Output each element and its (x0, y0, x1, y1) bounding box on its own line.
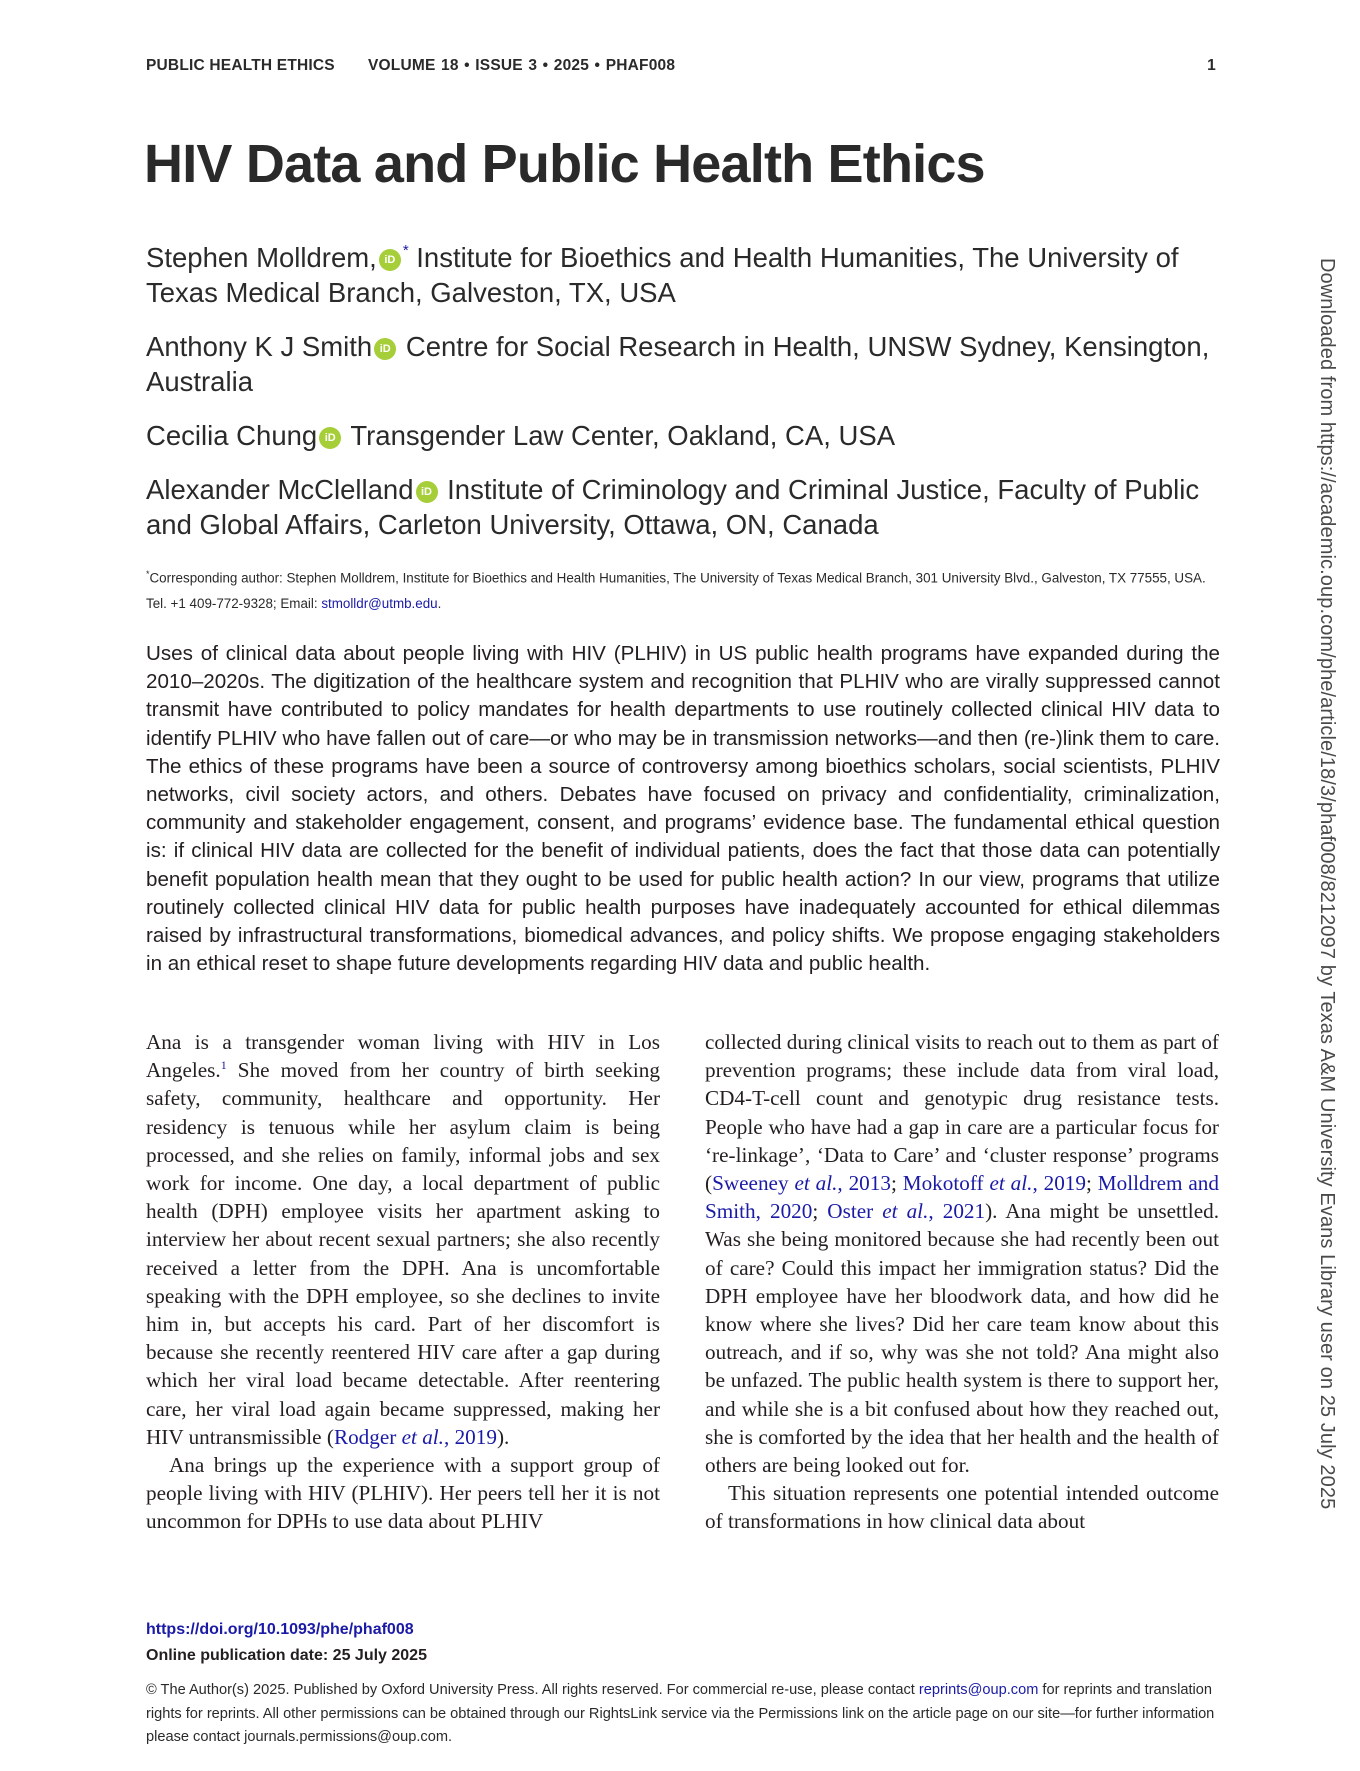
citation-year: , 2021 (928, 1199, 986, 1224)
online-publication-date: Online publication date: 25 July 2025 (146, 1647, 427, 1664)
citation-author: Mokotoff (902, 1171, 990, 1196)
copyright-notice (146, 1679, 1226, 1750)
corresponding-author-note (146, 561, 1216, 617)
running-header (146, 57, 1216, 81)
citation-separator: ; (812, 1199, 828, 1224)
author-affiliation: Institute for Bioethics and Health Humanities, The University of Texas Medical Branch, Galveston, TX, USA (146, 242, 1179, 308)
issue-meta: VOLUME 18 • ISSUE 3 • 2025 • PHAF008 (368, 57, 676, 74)
citation-year: , 2019 (443, 1424, 497, 1449)
author-entry (146, 329, 1226, 399)
doi-block (146, 1617, 427, 1669)
text-run: collected during clinical visits to reach out to them as part of prevention programs; these include data from viral load, CD4-T-cell count and genotypic drug resistance tests. People who have had a gap in care are a particular focus for ‘re-linkage’, ‘Data to Care’ and ‘cluster response’ programs ( (705, 1030, 1219, 1196)
citation-link[interactable]: Molldrem and Smith, 2020 (705, 1171, 1219, 1224)
body-paragraph: This situation represents one potential intended outcome of transformations in how clinical data about (705, 1481, 1219, 1534)
citation-author: Sweeney (712, 1171, 795, 1196)
citation-etal: et al. (794, 1171, 838, 1196)
citation-author: Rodger (333, 1424, 402, 1449)
body-paragraph (146, 1028, 660, 1451)
download-watermark: Downloaded from https://academic.oup.com/phe/article/18/3/phaf008/8212097 by Texas A&M University Evans Library user on 25 July 2025 (1316, 258, 1338, 1510)
author-entry (146, 472, 1226, 542)
body-column-right (705, 1028, 1219, 1536)
corresponding-marker[interactable]: * (402, 242, 409, 259)
text-run: She moved from her country of birth seeking safety, community, healthcare and opportunity. Her residency is tenuous while her asylum claim is being processed, and she relies on family, informal jobs and sex work for income. One day, a local department of public health (DPH) employee visits her apartment asking to interview her about recent sexual partners; she also recently received a letter from the DPH. Ana is uncomfortable speaking with the DPH employee, so she declines to invite him in, but accepts his card. Part of her discomfort is because she recently reentered HIV care after a gap during which her viral load became detectable. After reentering care, her viral load again became suppressed, making her HIV untransmissible ( (146, 1058, 660, 1449)
citation-link[interactable] (334, 1425, 497, 1449)
citation-year: , 2019 (1032, 1171, 1086, 1196)
corresponding-note-marker: * (146, 569, 150, 579)
page-number: 1 (1207, 57, 1216, 74)
text-run: ). (496, 1424, 510, 1449)
journal-name: PUBLIC HEALTH ETHICS (146, 57, 335, 74)
footnote-ref[interactable]: 1 (220, 1058, 227, 1073)
author-name: Anthony K J Smith (146, 331, 373, 362)
citation-link[interactable] (827, 1199, 985, 1223)
abstract: Uses of clinical data about people living with HIV (PLHIV) in US public health programs have expanded during the 2010–2020s. The digitization of the healthcare system and recognition that PLHIV who are virally suppressed cannot transmit have contributed to policy mandates for health departments to use routinely collected clinical HIV data to identify PLHIV who have fallen out of care—or who may be in transmission networks—and then (re-)link them to care. The ethics of these programs have been a source of controversy among bioethics scholars, social scientists, PLHIV networks, civil society actors, and others. Debates have focused on privacy and confidentiality, criminalization, community and stakeholder engagement, consent, and programs’ evidence base. The fundamental ethical question is: if clinical HIV data are collected for the benefit of individual patients, does the fact that those data can potentially benefit population health mean that they ought to be used for public health action? In our view, programs that utilize routinely collected clinical HIV data for public health purposes have inadequately accounted for ethical dilemmas raised by infrastructural transformations, biomedical advances, and policy shifts. We propose engaging stakeholders in an ethical reset to shape future developments regarding HIV data and public health. (146, 642, 1220, 976)
citation-etal: et al. (989, 1171, 1033, 1196)
orcid-icon[interactable]: iD (416, 481, 438, 503)
author-affiliation: Institute of Criminology and Criminal Justice, Faculty of Public and Global Affairs, Carleton University, Ottawa, ON, Canada (146, 474, 1200, 540)
orcid-icon[interactable]: iD (319, 427, 341, 449)
text-run: ). Ana might be unsettled. Was she being monitored because she had recently been out of care? Could this impact her immigration status? Did the DPH employee have her bloodwork data, and how did he know where she lives? Did her care team know about this outreach, and if so, why was she not told? Ana might also be unfazed. The public health system is there to support her, and while she is a bit confused about how they reached out, she is comforted by the idea that her health and the health of others are being looked out for. (705, 1199, 1219, 1478)
article-title: HIV Data and Public Health Ethics (144, 134, 985, 194)
body-paragraph: Ana brings up the experience with a support group of people living with HIV (PLHIV). Her peers tell her it is not uncommon for DPHs to use data about PLHIV (146, 1453, 660, 1534)
citation-link[interactable] (903, 1171, 1086, 1195)
corresponding-text: Corresponding author: Stephen Molldrem, Institute for Bioethics and Health Humanities, The University of Texas Medical Branch, 301 University Blvd., Galveston, TX 77555, USA. Tel. +1 409-772-9328; Email: (146, 570, 1206, 612)
body-column-left (146, 1028, 660, 1536)
citation-separator: ; (1086, 1171, 1098, 1196)
copyright-text: © The Author(s) 2025. Published by Oxford University Press. All rights reserved. For commercial re-use, please contact (146, 1682, 919, 1698)
author-entry (146, 418, 1226, 453)
author-entry (146, 233, 1226, 310)
citation-separator: ; (890, 1171, 903, 1196)
citation-link[interactable] (712, 1171, 891, 1195)
author-name: Alexander McClelland (146, 474, 414, 505)
citation-year: , 2013 (837, 1171, 891, 1196)
author-name: Stephen Molldrem, (146, 242, 377, 273)
copyright-text: for reprints and translation rights for reprints. All other permissions can be obtained through our RightsLink service via the Permissions link on the article page on our site—for further information please contact journals.permissions@oup.com. (146, 1682, 1215, 1746)
corresponding-email-link[interactable]: stmolldr@utmb.edu (321, 596, 438, 612)
doi-link[interactable]: https://doi.org/10.1093/phe/phaf008 (146, 1621, 414, 1638)
text-run: Ana is a transgender woman living with HIV in Los Angeles. (146, 1030, 660, 1083)
author-name: Cecilia Chung (146, 420, 318, 451)
reprints-email-link[interactable]: reprints@oup.com (918, 1682, 1039, 1698)
corresponding-end: . (437, 596, 442, 612)
author-affiliation: Transgender Law Center, Oakland, CA, USA (350, 420, 896, 451)
orcid-icon[interactable]: iD (379, 249, 401, 271)
orcid-icon[interactable]: iD (374, 338, 396, 360)
citation-etal: et al. (401, 1424, 444, 1449)
citation-etal: et al. (882, 1199, 929, 1224)
author-list (146, 233, 1226, 561)
body-paragraph (705, 1028, 1219, 1479)
citation-author: Oster (827, 1199, 883, 1224)
author-affiliation: Centre for Social Research in Health, UNSW Sydney, Kensington, Australia (146, 331, 1210, 397)
